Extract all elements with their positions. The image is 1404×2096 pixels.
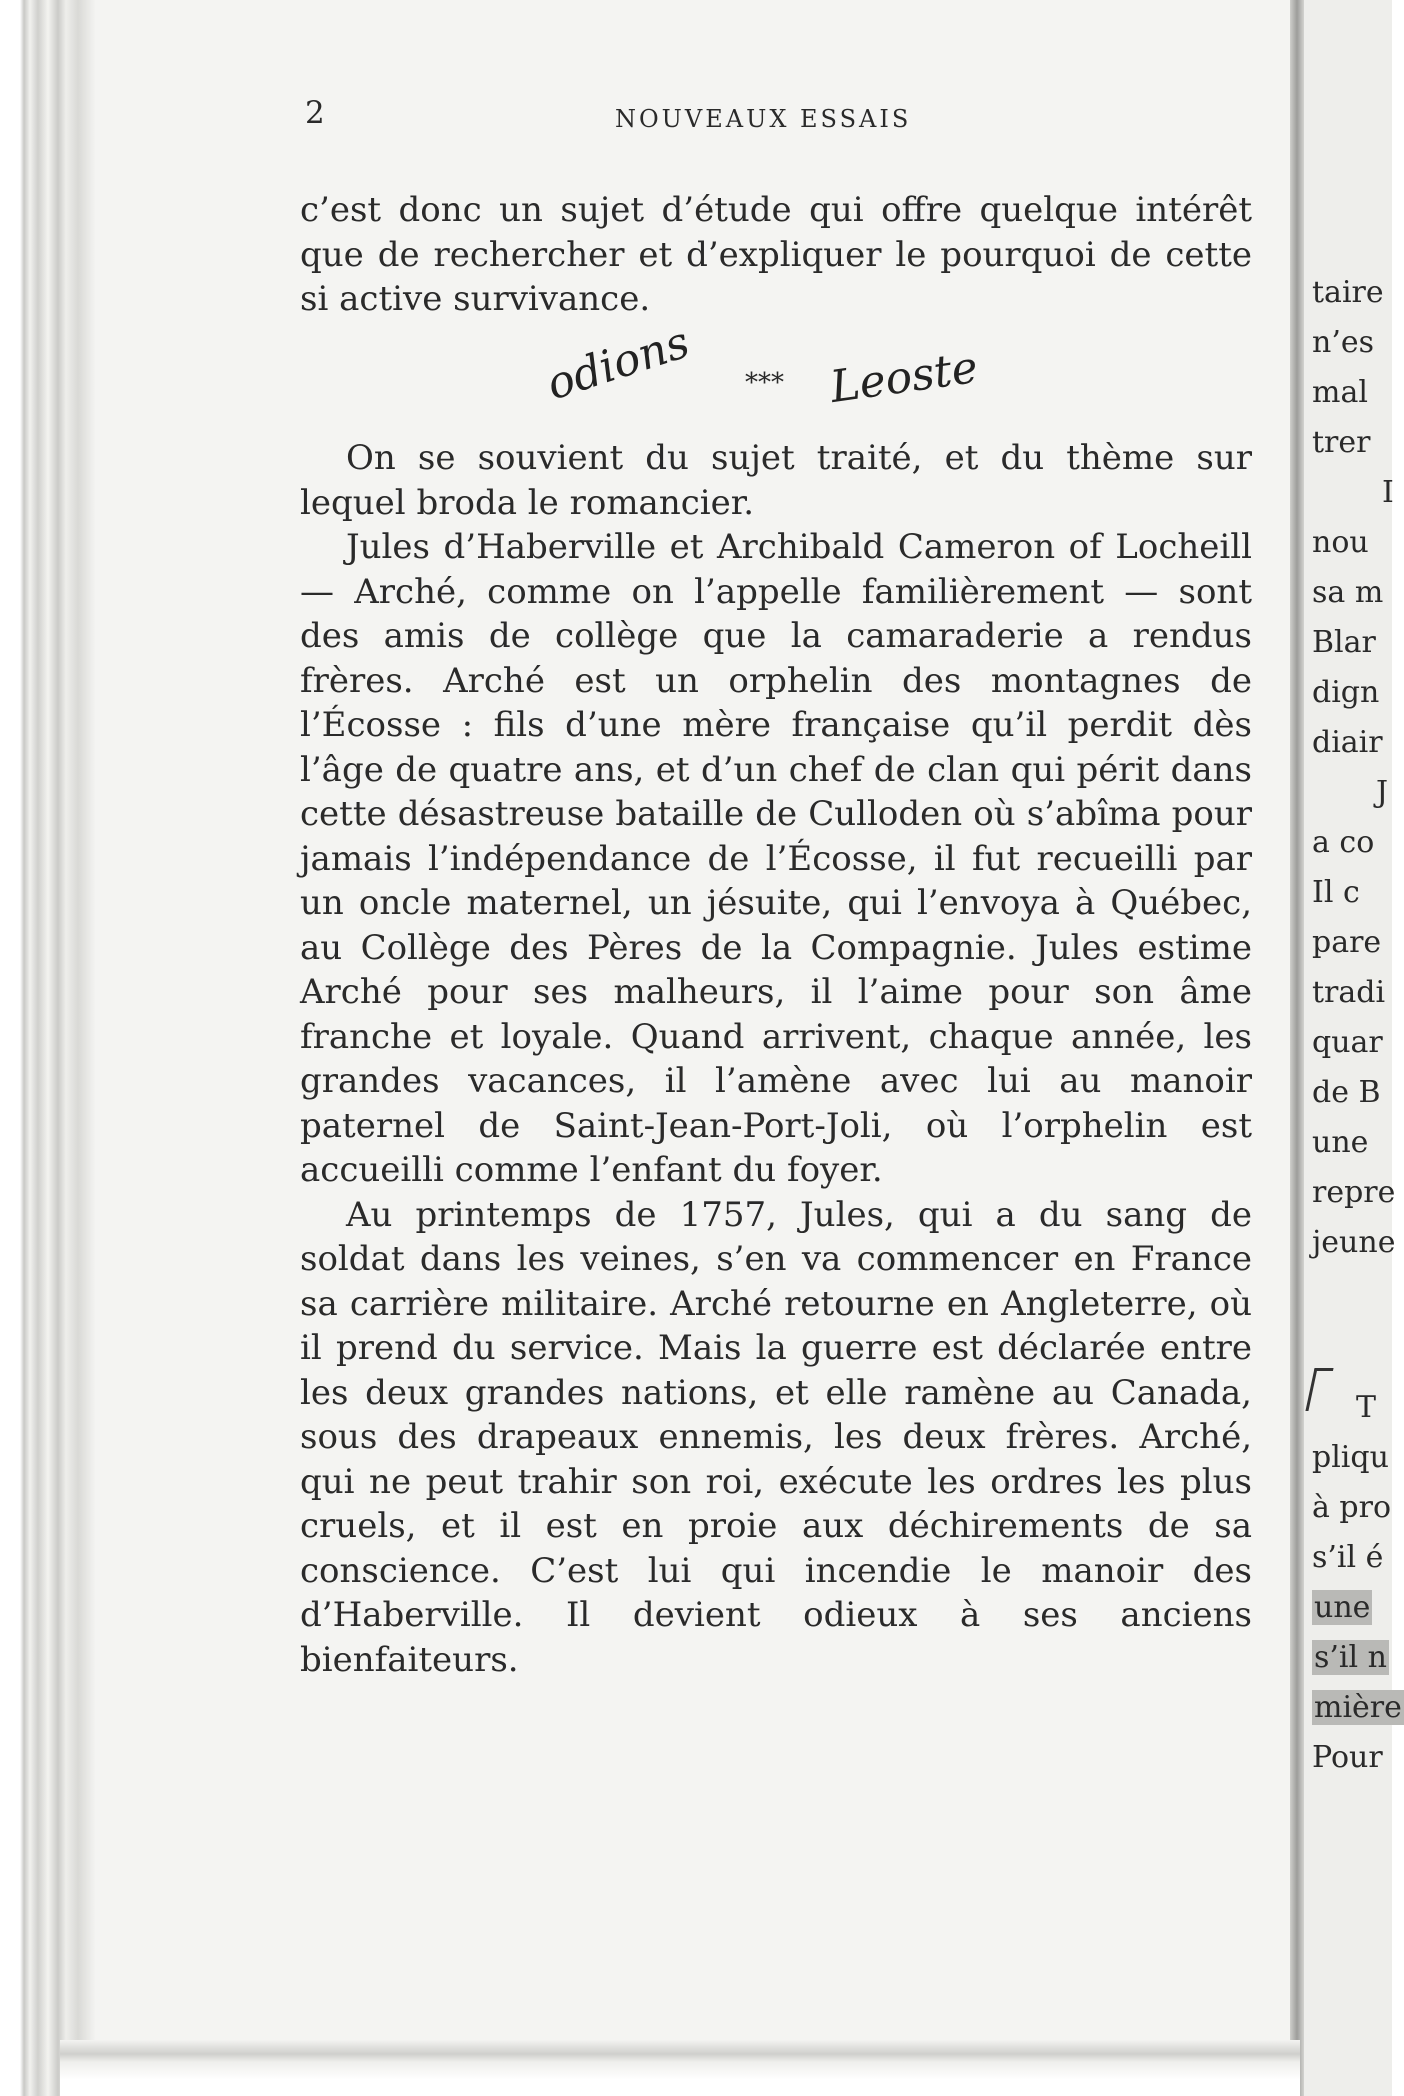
book-edge-bottom bbox=[60, 2040, 1300, 2096]
facing-fragment: taire bbox=[1312, 275, 1384, 310]
facing-fragment: jeune bbox=[1312, 1225, 1396, 1260]
handwritten-note-1: odions bbox=[540, 316, 696, 411]
facing-fragment-highlighted bbox=[1312, 1640, 1389, 1675]
handwritten-note-2: Leoste bbox=[827, 341, 981, 414]
paragraph-continuation: c’est donc un sujet d’étude qui offre quelque intérêt que de rechercher et d’expliquer le pourquoi de cette si active survivance. bbox=[300, 190, 1252, 319]
facing-fragment: sa m bbox=[1312, 575, 1384, 610]
page-number: 2 bbox=[305, 95, 325, 131]
facing-fragment: quar bbox=[1312, 1025, 1383, 1060]
section-separator: *** bbox=[745, 368, 784, 398]
facing-fragment-highlighted bbox=[1312, 1690, 1404, 1725]
paragraph-3: Au printemps de 1757, Jules, qui a du sang de soldat dans les veines, s’en va commencer en France sa carrière militaire. Arché retourne en Angleterre, où il prend du service. Mais la guerre est déclarée entre les deux grandes nations, et elle ramène au Canada, sous des drapeaux ennemis, les deux frères. Arché, qui ne peut trahir son roi, exécute les ordres les plus cruels, et il est en proie aux déchirements de sa conscience. C’est lui qui incendie le manoir des d’Haberville. Il devient odieux à ses anciens bienfaiteurs. bbox=[300, 1194, 1252, 1680]
highlight: s’il n bbox=[1314, 1640, 1387, 1675]
facing-fragment: s’il é bbox=[1312, 1540, 1384, 1575]
highlight: mière bbox=[1314, 1690, 1402, 1725]
paragraph-2: Jules d’Haberville et Archibald Cameron of Locheill — Arché, comme on l’appelle familièrement — sont des amis de collège que la camaraderie a rendus frères. Arché est un orphelin des montagnes de l’Écosse : fils d’une mère française qu’il perdit dès l’âge de quatre ans, et d’un chef de clan qui périt dans cette désastreuse bataille de Culloden où s’abîma pour jamais l’indépendance de l’Écosse, il fut recueilli par un oncle maternel, un jésuite, qui l’envoya à Québec, au Collège des Pères de la Compagnie. Jules estime Arché pour ses malheurs, il l’aime pour son âme franche et loyale. Quand arrivent, chaque année, les grandes vacances, il l’amène avec lui au manoir paternel de Saint-Jean-Port-Joli, où l’orphelin est accueilli comme l’enfant du foyer. bbox=[300, 527, 1252, 1190]
body-text-top bbox=[300, 188, 1252, 322]
facing-fragment: Pour bbox=[1312, 1740, 1383, 1775]
facing-fragment: nou bbox=[1312, 525, 1369, 560]
running-title: NOUVEAUX ESSAIS bbox=[615, 105, 912, 133]
facing-fragment: mal bbox=[1312, 375, 1368, 410]
facing-fragment: Blar bbox=[1312, 625, 1376, 660]
facing-fragment: tradi bbox=[1312, 975, 1386, 1010]
body-text-main bbox=[300, 436, 1252, 1682]
facing-fragment: dign bbox=[1312, 675, 1380, 710]
facing-fragment: trer bbox=[1312, 425, 1371, 460]
facing-fragment: T bbox=[1356, 1390, 1377, 1425]
highlight: une bbox=[1314, 1590, 1371, 1625]
facing-fragment: pliqu bbox=[1312, 1440, 1389, 1475]
facing-fragment: I bbox=[1382, 475, 1394, 510]
facing-fragment: a co bbox=[1312, 825, 1375, 860]
book-gutter bbox=[1290, 0, 1304, 2096]
facing-fragment: pare bbox=[1312, 925, 1382, 960]
book-edge-left bbox=[0, 0, 95, 2096]
facing-fragment: repre bbox=[1312, 1175, 1396, 1210]
facing-fragment: Il c bbox=[1312, 875, 1360, 910]
facing-fragment: J bbox=[1376, 775, 1389, 810]
facing-fragment: une bbox=[1312, 1125, 1369, 1160]
facing-fragment: de B bbox=[1312, 1075, 1381, 1110]
paragraph-1: On se souvient du sujet traité, et du thème sur lequel broda le romancier. bbox=[300, 438, 1252, 523]
facing-fragment: diair bbox=[1312, 725, 1383, 760]
facing-fragment: n’es bbox=[1312, 325, 1375, 360]
facing-fragment-highlighted bbox=[1312, 1590, 1372, 1625]
facing-fragment: à pro bbox=[1312, 1490, 1392, 1525]
